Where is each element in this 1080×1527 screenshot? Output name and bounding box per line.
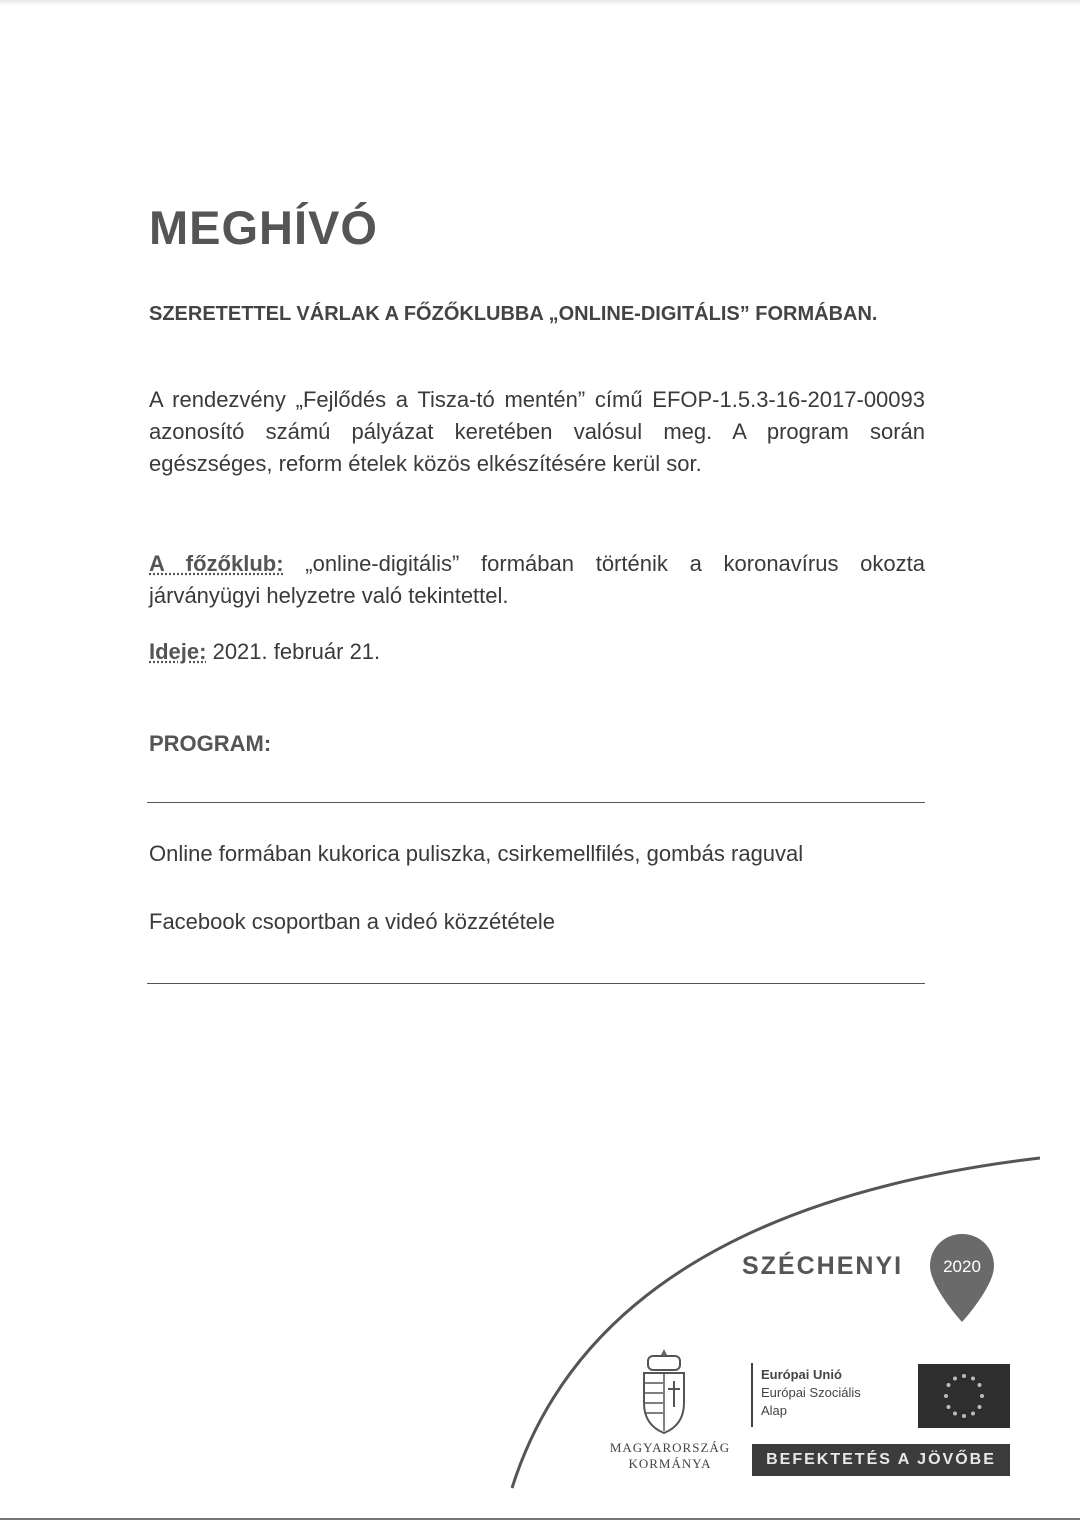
investment-banner: BEFEKTETÉS A JÖVŐBE [752, 1444, 1010, 1476]
government-line-1: MAGYARORSZÁG [609, 1440, 731, 1455]
government-logo-text [600, 1440, 740, 1472]
government-line-2: KORMÁNYA [628, 1456, 712, 1471]
hungarian-coat-of-arms-icon [636, 1347, 692, 1435]
cooking-club-text: „online-digitális” formában történik a koronavírus okozta járványügyi helyzetre való tekintettel. [149, 551, 925, 608]
invitation-subtitle: SZERETETTEL VÁRLAK A FŐZŐKLUBBA „ONLINE-DIGITÁLIS” FORMÁBAN. [149, 303, 878, 325]
date-value: 2021. február 21. [206, 639, 381, 664]
szechenyi-pin-icon [928, 1232, 996, 1324]
date-label: Ideje: [149, 639, 207, 664]
eu-divider [751, 1363, 753, 1427]
program-heading: PROGRAM: [149, 731, 272, 756]
eu-flag-icon [918, 1364, 1010, 1428]
eu-logo-text [761, 1366, 861, 1420]
eu-line-3: Alap [761, 1403, 788, 1418]
page-title: MEGHÍVÓ [149, 201, 378, 254]
program-item: Facebook csoportban a videó közzététele [149, 909, 556, 934]
eu-line-2: Európai Szociális [761, 1385, 861, 1400]
program-item: Online formában kukorica puliszka, csirkemellfilés, gombás raguval [149, 841, 804, 866]
event-description: A rendezvény „Fejlődés a Tisza-tó mentén” című EFOP-1.5.3-16-2017-00093 azonosító számú pályázat keretében valósul meg. A program során egészséges, reform ételek közös elkészítésére kerül sor. [149, 387, 925, 476]
szechenyi-year: 2020 [943, 1257, 981, 1276]
szechenyi-logo-text: SZÉCHENYI [742, 1252, 904, 1280]
scan-edge-bottom [0, 1518, 1080, 1520]
cooking-club-label: A főzőklub: [149, 551, 284, 576]
eu-line-1: Európai Unió [761, 1367, 842, 1382]
